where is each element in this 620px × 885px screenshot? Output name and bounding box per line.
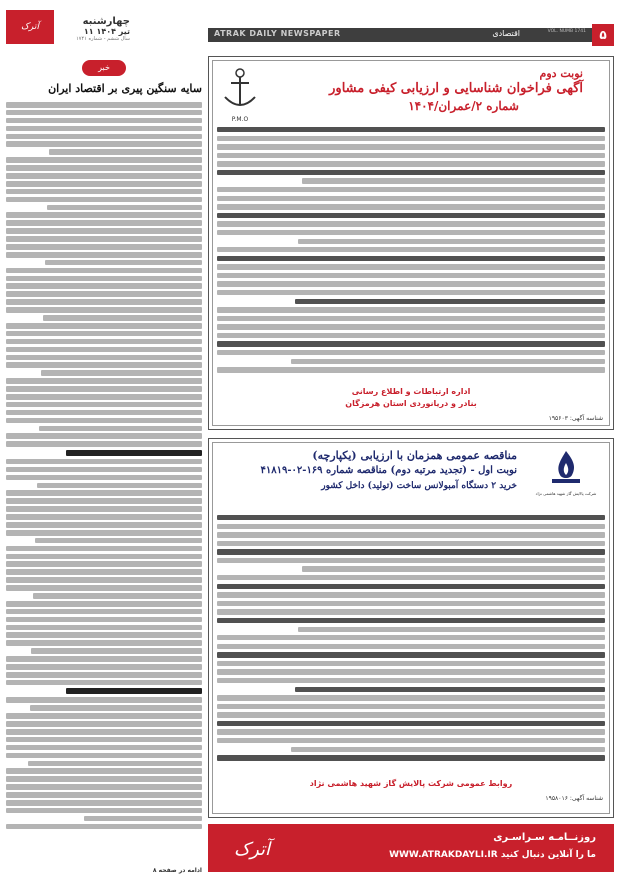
text-line: [6, 276, 202, 282]
text-line: [6, 498, 202, 504]
text-line: [6, 530, 202, 536]
text-line: [6, 157, 202, 163]
text-line: [43, 315, 202, 321]
text-line: [217, 661, 605, 666]
seal-text: P.M.O: [231, 116, 249, 123]
text-line: [217, 635, 605, 640]
text-line: [6, 118, 202, 124]
text-line: [6, 362, 202, 368]
newspaper-logo[interactable]: [6, 10, 54, 44]
text-line: [47, 205, 202, 211]
text-line: [217, 549, 605, 554]
text-line: [217, 541, 605, 546]
ad-body: [217, 127, 605, 377]
text-line: [6, 713, 202, 719]
text-line: [6, 490, 202, 496]
text-line: [6, 546, 202, 552]
text-line: [6, 402, 202, 408]
text-line: [6, 514, 202, 520]
text-line: [302, 178, 605, 183]
text-line: [6, 110, 202, 116]
text-line: [6, 433, 202, 439]
text-line: [6, 753, 202, 759]
text-line: [6, 656, 202, 662]
text-line: [6, 355, 202, 361]
text-line: [6, 475, 202, 481]
newspaper-name: ATRAK DAILY NEWSPAPER: [214, 29, 341, 38]
text-line: [217, 136, 605, 141]
text-line: [45, 260, 202, 266]
ad-subject: خرید ۲ دستگاه آمبولانس ساخت (تولید) داخل کشور: [321, 481, 517, 491]
ad-body: [217, 515, 605, 765]
text-line: [30, 705, 202, 711]
section-bar: [208, 28, 614, 42]
text-line: [217, 273, 605, 278]
text-line: [6, 768, 202, 774]
date-block: [58, 16, 130, 42]
logo-text: آترک: [20, 22, 40, 32]
text-line: [217, 592, 605, 597]
text-line: [6, 664, 202, 670]
news-stamp: خبر: [82, 60, 126, 76]
text-line: [6, 212, 202, 218]
text-line: [33, 593, 202, 599]
text-line: [84, 816, 202, 822]
text-line: [6, 236, 202, 242]
text-line: [217, 729, 605, 734]
text-line: [217, 721, 605, 726]
article-title[interactable]: سایه سنگین پیری بر اقتصاد ایران: [48, 82, 202, 95]
issue-info: VOL. NUMB 1741: [547, 29, 586, 34]
tender-ad-gas: [208, 438, 614, 818]
text-line: [217, 170, 605, 175]
text-line: [217, 515, 605, 520]
text-line: [217, 738, 605, 743]
text-line: [217, 307, 605, 312]
banner-title: روزنــامـه سـراسـری: [493, 832, 596, 843]
text-line: [6, 102, 202, 108]
text-line: [217, 230, 605, 235]
flame-logo-icon: [546, 447, 586, 487]
text-line: [28, 761, 202, 767]
section-name: اقتصادی: [492, 29, 520, 38]
text-line: [39, 426, 202, 432]
text-line: [6, 165, 202, 171]
text-line: [6, 467, 202, 473]
text-line: [6, 561, 202, 567]
text-line: [6, 824, 202, 830]
text-line: [217, 281, 605, 286]
text-line: [6, 173, 202, 179]
text-line: [66, 450, 202, 456]
text-line: [6, 228, 202, 234]
continued-note[interactable]: ادامه در صفحه ۸: [152, 867, 202, 874]
text-line: [6, 331, 202, 337]
text-line: [41, 370, 202, 376]
text-line: [31, 648, 202, 654]
date-value: ۱۱ تیر ۱۴۰۴: [83, 27, 130, 36]
ad-footer-org: بنادر و دریانوردی استان هرمزگان: [345, 399, 477, 408]
text-line: [217, 256, 605, 261]
text-line: [217, 755, 605, 760]
text-line: [217, 127, 605, 132]
page-number: ۵: [592, 24, 614, 46]
date-day: چهارشنبه: [82, 16, 130, 27]
text-line: [217, 367, 605, 372]
text-line: [6, 252, 202, 258]
tender-ad-ports: [208, 56, 614, 430]
text-line: [6, 554, 202, 560]
text-line: [217, 678, 605, 683]
text-line: [6, 672, 202, 678]
text-line: [295, 299, 605, 304]
text-line: [217, 264, 605, 269]
text-line: [6, 585, 202, 591]
text-line: [217, 524, 605, 529]
ad-round: نوبت دوم: [539, 67, 583, 80]
text-line: [217, 704, 605, 709]
text-line: [217, 695, 605, 700]
text-line: [6, 577, 202, 583]
article-body: [6, 102, 202, 844]
text-line: [6, 323, 202, 329]
text-line: [6, 721, 202, 727]
logo-caption: شرکت پالایش گاز شهید هاشمی نژاد: [535, 491, 597, 496]
text-line: [6, 609, 202, 615]
text-line: [6, 307, 202, 313]
text-line: [6, 459, 202, 465]
text-line: [217, 213, 605, 218]
text-line: [6, 441, 202, 447]
text-line: [6, 680, 202, 686]
text-line: [6, 299, 202, 305]
text-line: [6, 339, 202, 345]
text-line: [6, 617, 202, 623]
text-line: [6, 776, 202, 782]
text-line: [35, 538, 202, 544]
text-line: [6, 808, 202, 814]
text-line: [217, 333, 605, 338]
text-line: [6, 522, 202, 528]
text-line: [217, 669, 605, 674]
ad-title: آگهی فراخوان شناسایی و ارزیابی کیفی مشاور: [329, 81, 583, 96]
text-line: [66, 688, 202, 694]
text-line: [6, 181, 202, 187]
text-line: [6, 625, 202, 631]
ad-code: شناسه آگهی: ۱۹۵۶۰۳: [548, 415, 603, 422]
text-line: [49, 149, 202, 155]
left-article: [6, 56, 202, 880]
text-line: [6, 347, 202, 353]
text-line: [217, 196, 605, 201]
promo-banner[interactable]: [208, 824, 614, 872]
text-line: [6, 386, 202, 392]
text-line: [217, 247, 605, 252]
atrak-logo-icon: [214, 828, 290, 868]
text-line: [6, 784, 202, 790]
text-line: [217, 601, 605, 606]
text-line: [6, 410, 202, 416]
ad-title: مناقصه عمومی همزمان با ارزیابی (یکپارچه): [312, 449, 517, 462]
text-line: [6, 220, 202, 226]
anchor-seal-icon: [219, 65, 261, 125]
text-line: [217, 350, 605, 355]
text-line: [217, 558, 605, 563]
text-line: [6, 737, 202, 743]
text-line: [6, 134, 202, 140]
ad-footer: روابط عمومی شرکت پالایش گاز شهید هاشمی نژاد: [309, 779, 513, 788]
text-line: [217, 652, 605, 657]
text-line: [6, 800, 202, 806]
text-line: [217, 341, 605, 346]
text-line: [6, 418, 202, 424]
text-line: [298, 627, 605, 632]
text-line: [6, 506, 202, 512]
text-line: [217, 584, 605, 589]
text-line: [6, 244, 202, 250]
gas-company-logo: [533, 447, 599, 507]
ad-number: نوبت اول - (تجدید مرتبه دوم) مناقصه شماره ۱۶۹-۰۲-۴۱۸۱۹: [260, 465, 517, 476]
banner-logo-text: آترک: [233, 839, 271, 860]
text-line: [217, 532, 605, 537]
text-line: [217, 290, 605, 295]
text-line: [217, 221, 605, 226]
text-line: [217, 144, 605, 149]
text-line: [37, 483, 202, 489]
text-line: [6, 268, 202, 274]
text-line: [6, 189, 202, 195]
ad-number: شماره ۲/عمران/۱۴۰۴: [408, 99, 519, 113]
text-line: [291, 747, 605, 752]
text-line: [6, 729, 202, 735]
text-line: [6, 601, 202, 607]
text-line: [295, 687, 605, 692]
text-line: [217, 161, 605, 166]
text-line: [217, 316, 605, 321]
text-line: [6, 283, 202, 289]
text-line: [217, 618, 605, 623]
page-header: [6, 6, 614, 50]
text-line: [6, 697, 202, 703]
ad-footer-office: اداره ارتباطات و اطلاع رسانی: [351, 387, 471, 396]
text-line: [217, 324, 605, 329]
text-line: [6, 569, 202, 575]
text-line: [217, 644, 605, 649]
text-line: [302, 566, 605, 571]
text-line: [217, 575, 605, 580]
text-line: [298, 239, 605, 244]
text-line: [291, 359, 605, 364]
text-line: [6, 632, 202, 638]
text-line: [217, 204, 605, 209]
ad-code: شناسه آگهی: ۱۹۵۸۰۱۶: [545, 795, 603, 802]
text-line: [217, 712, 605, 717]
text-line: [6, 141, 202, 147]
text-line: [6, 640, 202, 646]
text-line: [6, 792, 202, 798]
text-line: [6, 197, 202, 203]
text-line: [217, 153, 605, 158]
text-line: [217, 187, 605, 192]
text-line: [6, 394, 202, 400]
text-line: [6, 126, 202, 132]
text-line: [6, 378, 202, 384]
banner-url[interactable]: WWW.ATRAKDAYLI.IR ما را آنلاین دنبال کنید: [389, 850, 596, 860]
text-line: [6, 745, 202, 751]
issue-subline: سال ششم - شماره ۱۷۴۱: [76, 36, 130, 42]
text-line: [6, 291, 202, 297]
text-line: [217, 609, 605, 614]
